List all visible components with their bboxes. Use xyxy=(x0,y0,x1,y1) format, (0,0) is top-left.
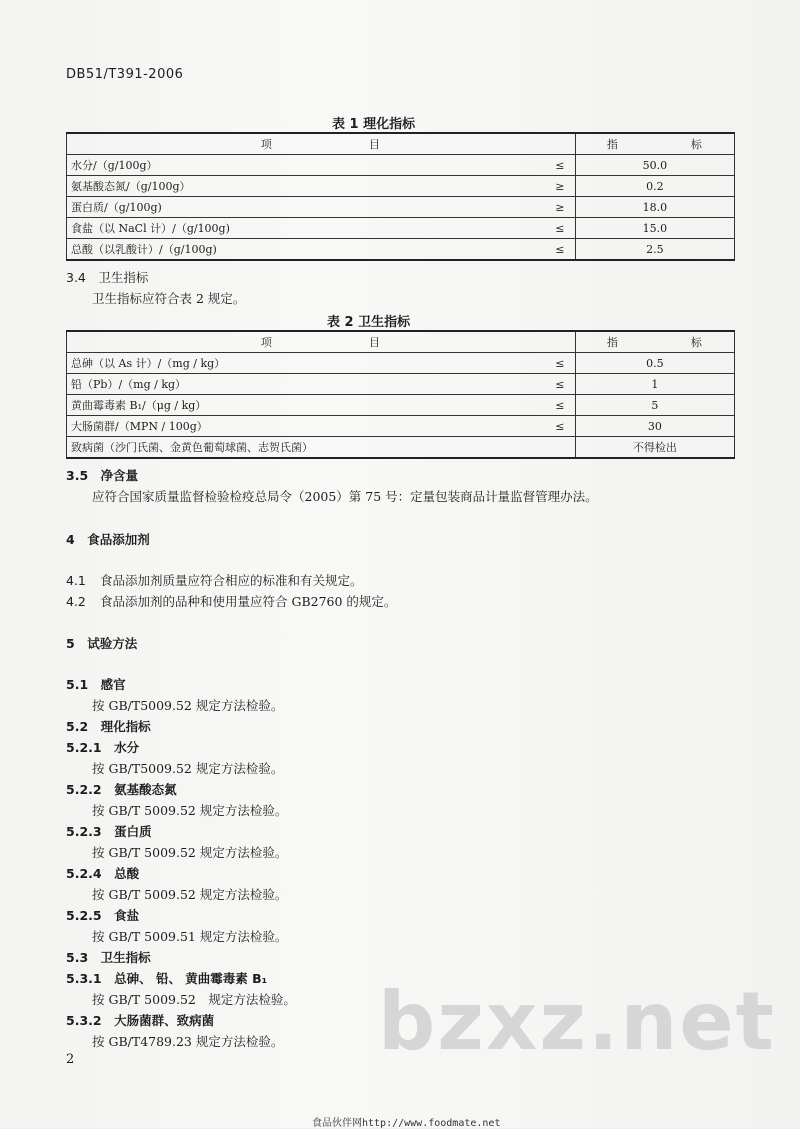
section-5-2-4-body: 按 GB/T 5009.52 规定方法检验。 xyxy=(92,887,288,902)
page-number: 2 xyxy=(66,1052,75,1067)
table-row: 水分/（g/100g） ≤ 50.0 xyxy=(67,155,735,176)
table2-col-indicator: 指 标 xyxy=(575,331,734,353)
section-4-2: 4.2 食品添加剂的品种和使用量应符合 GB2760 的规定。 xyxy=(66,594,397,609)
watermark: bzxz.net xyxy=(378,975,776,1068)
section-5-1-title: 5.1 感官 xyxy=(66,677,126,692)
section-5-3-2-title: 5.3.2 大肠菌群、致病菌 xyxy=(66,1013,215,1028)
section-5-2-2-body: 按 GB/T 5009.52 规定方法检验。 xyxy=(92,803,288,818)
section-5-1-body: 按 GB/T5009.52 规定方法检验。 xyxy=(92,698,284,713)
section-3-4-body: 卫生指标应符合表 2 规定。 xyxy=(92,291,246,306)
section-5-3-1-body: 按 GB/T 5009.52 规定方法检验。 xyxy=(92,992,296,1007)
footer-source: 食品伙伴网http://www.foodmate.net xyxy=(312,1118,501,1129)
table1-col-indicator: 指 标 xyxy=(575,133,734,155)
section-5-2-1-title: 5.2.1 水分 xyxy=(66,740,140,755)
table-row: 总酸（以乳酸计）/（g/100g) ≤ 2.5 xyxy=(67,239,735,261)
table2-col-item: 项 目 xyxy=(67,331,576,353)
section-3-5-body: 应符合国家质量监督检验检疫总局令（2005）第 75 号：定量包装商品计量监督管理办法。 xyxy=(92,489,598,504)
section-5-2-5-body: 按 GB/T 5009.51 规定方法检验。 xyxy=(92,929,288,944)
section-5-title: 5 试验方法 xyxy=(66,636,138,651)
section-5-3-2-body: 按 GB/T4789.23 规定方法检验。 xyxy=(92,1034,284,1049)
table1-col-item: 项 目 xyxy=(67,133,576,155)
table1 xyxy=(66,132,735,261)
section-3-4-title: 3.4 卫生指标 xyxy=(66,270,149,285)
table-row: 总砷（以 As 计）/（mg / kg） ≤ 0.5 xyxy=(67,353,735,374)
section-5-2-title: 5.2 理化指标 xyxy=(66,719,151,734)
table2-caption: 表 2 卫生指标 xyxy=(327,315,411,330)
section-5-2-3-body: 按 GB/T 5009.52 规定方法检验。 xyxy=(92,845,288,860)
table-row: 食盐（以 NaCl 计）/（g/100g) ≤ 15.0 xyxy=(67,218,735,239)
section-5-2-2-title: 5.2.2 氨基酸态氮 xyxy=(66,782,177,797)
table-row: 蛋白质/（g/100g) ≥ 18.0 xyxy=(67,197,735,218)
table-row: 大肠菌群/（MPN / 100g） ≤ 30 xyxy=(67,416,735,437)
table-row: 致病菌（沙门氏菌、金黄色葡萄球菌、志贺氏菌） 不得检出 xyxy=(67,437,735,459)
table2 xyxy=(66,330,735,459)
section-5-2-3-title: 5.2.3 蛋白质 xyxy=(66,824,152,839)
table-row: 氨基酸态氮/（g/100g） ≥ 0.2 xyxy=(67,176,735,197)
section-5-2-1-body: 按 GB/T5009.52 规定方法检验。 xyxy=(92,761,284,776)
standard-code: DB51/T391-2006 xyxy=(66,67,184,82)
table-row: 黄曲霉毒素 B₁/（μg / kg） ≤ 5 xyxy=(67,395,735,416)
section-4-1: 4.1 食品添加剂质量应符合相应的标准和有关规定。 xyxy=(66,573,363,588)
section-5-2-4-title: 5.2.4 总酸 xyxy=(66,866,140,881)
section-5-3-1-title: 5.3.1 总砷、 铅、 黄曲霉毒素 B₁ xyxy=(66,971,268,986)
section-5-2-5-title: 5.2.5 食盐 xyxy=(66,908,140,923)
section-3-5-title: 3.5 净含量 xyxy=(66,468,139,483)
section-5-3-title: 5.3 卫生指标 xyxy=(66,950,151,965)
section-4-title: 4 食品添加剂 xyxy=(66,532,150,547)
table-row: 铅（Pb）/（mg / kg） ≤ 1 xyxy=(67,374,735,395)
table1-caption: 表 1 理化指标 xyxy=(332,117,416,132)
